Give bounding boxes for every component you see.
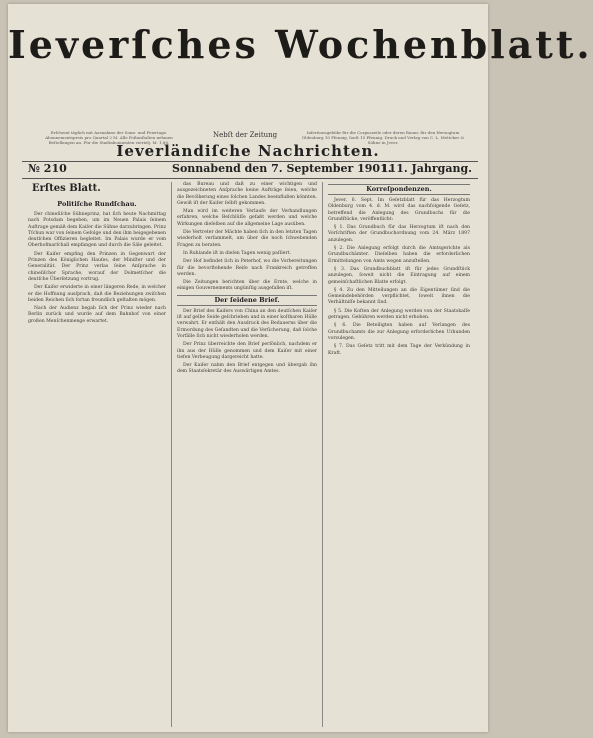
paragraph: § 2. Die Anlegung erfolgt durch die Amtsgerichte als Grundbuchämter. Dieſelben haben die erforderlichen Ermittelungen von Amts wegen anzuſtellen. xyxy=(328,246,470,264)
header-left-info: Erſcheint täglich mit Ausnahme der Sonn- und Feiertage. Abonnementspreis pro Quartal 2 M. Alle Poſtanſtalten nehmen Beſtellungen an. Für die Stadtabonnenten viertelj. M. 1,80. xyxy=(45,130,173,145)
paragraph: § 6. Die Beteiligten haben auf Verlangen des Grundbuchamts die zur Anlegung erforderlichen Urkunden vorzulegen. xyxy=(328,323,470,341)
issue-date: Sonnabend den 7. September 1901. xyxy=(172,162,392,175)
paragraph: Die Vertreter der Mächte haben ſich in den letzten Tagen wiederholt verſammelt, um über die noch ſchwebenden Fragen zu beraten. xyxy=(177,230,317,248)
paragraph: Der Hof befindet ſich in Peterhof, wo die Vorbereitungen für die bevorſtehende Reiſe nach Frankreich getroffen werden. xyxy=(177,259,317,277)
subtitle-big: Ieverländiſche Nachrichten. xyxy=(116,142,380,160)
erstes-blatt-heading: Erſtes Blatt. xyxy=(32,183,101,194)
paragraph: § 4. Zu den Mitteilungen an die Eigentümer ſind die Gemeindebehörden verpflichtet, ſoweit ihnen die Verhältniſſe bekannt ſind. xyxy=(328,287,470,306)
paragraph: § 1. Das Grundbuch für das Herzogtum iſt nach den Vorſchriften der Grundbuchordnung vom 24. März 1897 anzulegen. xyxy=(328,225,470,243)
bottom-rule xyxy=(22,178,478,179)
issue-number: № 210 xyxy=(28,162,67,175)
masthead: Ieverſches Wochenblatt. xyxy=(8,22,593,67)
paragraph: Der Kaiſer empfing den Prinzen in Gegenwart der Prinzen des Königlichen Hauſes, der Miniſter und der Generalität. Der Prinz verlas ſeine Anſprache in chineſiſcher Sprache, worauf der Dolmetſcher die deutſche Überſetzung vortrug. xyxy=(28,251,166,282)
paragraph: Nach der Audienz begab ſich der Prinz wieder nach Berlin zurück und wurde auf dem Bahnhof von einer großen Menſchenmenge erwartet. xyxy=(28,306,166,324)
column-divider xyxy=(322,182,323,727)
header-right-info: Inſertionsgebühr für die Corpuszeile oder deren Raum: für den Herzogtum Oldenburg 10 Pfennig, ſonſt 15 Pfennig. Druck und Verlag von C. L. Mettcker & Söhne in Jever. xyxy=(301,130,465,145)
paragraph: das Bureau und daß zu einer wichtigen und ausgezeichneten Anſprache keine Aufträge ſeien, welche die Bevölkerung eines ſolchen Landes beeinflußen könnten. Gewiß iſt der Kaiſer ſelbſt gekommen. xyxy=(177,182,317,206)
paragraph: § 7. Das Geſetz tritt mit dem Tage der Verkündung in Kraft. xyxy=(328,344,470,356)
paragraph: § 3. Das Grundbuchblatt iſt für jedes Grundſtück anzulegen, ſoweit nicht die Eintragung auf einem gemeinſchaftlichen Blatte erfolgt. xyxy=(328,266,470,285)
issue-year: 111. Jahrgang. xyxy=(380,162,472,175)
paragraph: Man wird im weiteren Verlaufe der Verhandlungen erfahren, welche Beſchlüſſe gefaßt werden und welche Wirkungen dieſelben auf die allgemeine Lage ausüben. xyxy=(177,209,317,227)
column-divider xyxy=(171,182,172,727)
paragraph: Der chineſiſche Sühneprinz, hat ſich heute Nachmittag nach Potsdam begeben, um im Neuen Palais ſeinem Auftrage gemäß dem Kaiſer die Sühne darzubringen. Prinz Tſchun war von ſeinem Gefolge und den ihm beigegebenen deutſchen Offizieren begleitet. Im Palais wurde er vom Oberhofmarſchall empfangen und durch die Säle geleitet. xyxy=(28,212,166,249)
column-1 xyxy=(28,182,166,727)
paragraph: Der Prinz überreichte den Brief perſönlich, nachdem er ihn aus der Hülle genommen und dem Kaiſer mit einer tiefen Verbeugung dargereicht hatte. xyxy=(177,342,317,360)
paragraph: Der Kaiſer nahm den Brief entgegen und übergab ihn dem Staatsſekretär des Auswärtigen Amtes. xyxy=(177,363,317,375)
column-2 xyxy=(177,182,317,727)
column-3 xyxy=(328,182,470,727)
paragraph-lead: In Ruhlande iſt in dieſen Tagen wenig paſſiert. xyxy=(183,250,291,256)
newspaper-page xyxy=(8,4,593,732)
section-heading: Politiſche Rundſchau. xyxy=(57,200,137,208)
paragraph: Jever, 6. Sept. Im Geſetzblatt für das Herzogtum Oldenburg vom 4. d. M. wird das nachfolgende Geſetz, betreffend die Anlegung des Grundbuchs für die Grundſtücke, veröffentlicht: xyxy=(328,198,470,222)
section-heading: Der ſeidene Brief. xyxy=(177,295,317,306)
paragraph: Der Brief des Kaiſers von China an den deutſchen Kaiſer iſt auf gelbe Seide geſchrieben und in einer koſtbaren Hülle verwahrt. Er enthält den Ausdruck des Bedauerns über die Ermordung des Geſandten und die Verſicherung, daß ſolche Vorfälle ſich nicht wiederholen werden. xyxy=(177,308,317,339)
subtitle-small: Nebſt der Zeitung xyxy=(213,131,278,139)
paragraph: Die Zeitungen berichten über die Ernte, welche in einigen Gouvernements ungünſtig ausgefallen iſt. xyxy=(177,280,317,292)
issue-line xyxy=(22,162,478,176)
paragraph: Der Kaiſer erwiderte in einer längeren Rede, in welcher er die Hoffnung ausſprach, daß die Beziehungen zwiſchen beiden Reichen ſich fortan freundlich geſtalten mögen. xyxy=(28,285,166,303)
section-heading: Korreſpondenzen. xyxy=(328,184,470,195)
paragraph: § 5. Die Koſten der Anlegung werden von der Staatskaſſe getragen. Gebühren werden nicht erhoben. xyxy=(328,308,470,321)
